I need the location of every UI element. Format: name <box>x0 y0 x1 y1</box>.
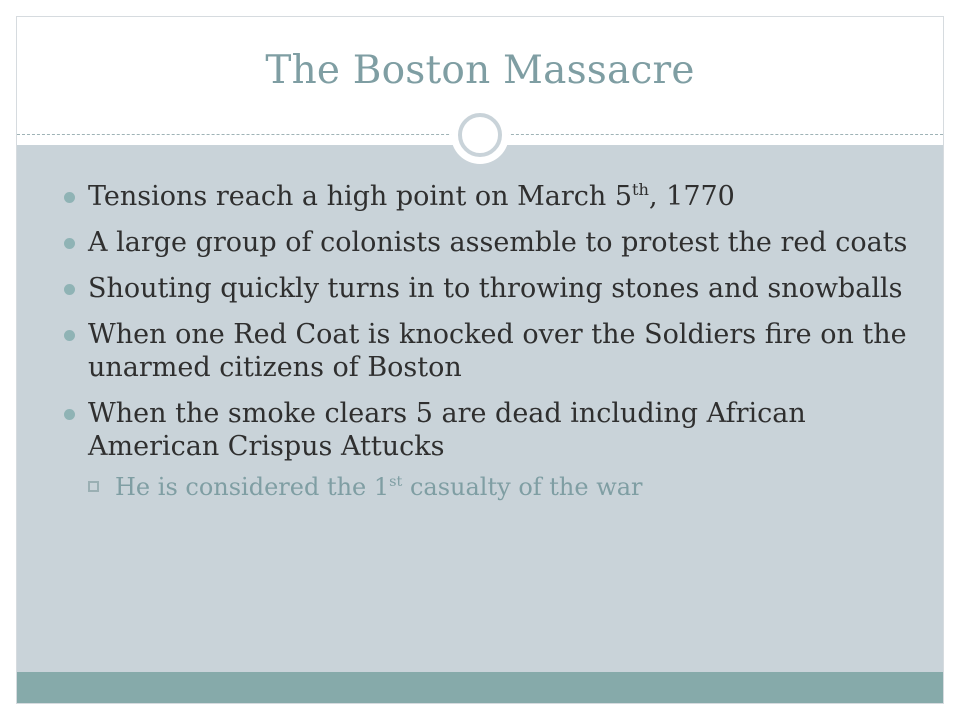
bullet-dot-icon <box>64 238 75 249</box>
bullet-text: Shouting quickly turns in to throwing stones and snowballs <box>88 273 903 304</box>
bullet-text: When the smoke clears 5 are dead including African American Crispus Attucks <box>88 398 806 462</box>
bullet-text: When one Red Coat is knocked over the Soldiers fire on the unarmed citizens of Boston <box>88 319 907 383</box>
bullet-text-suffix: , 1770 <box>648 181 735 212</box>
bullet-item <box>60 397 940 463</box>
bullet-list <box>60 180 940 502</box>
bullet-text: A large group of colonists assemble to protest the red coats <box>88 227 908 258</box>
slide-title: The Boston Massacre <box>265 48 695 93</box>
bullet-dot-icon <box>64 330 75 341</box>
sub-bullet-text: He is considered the 1 <box>115 473 390 501</box>
bullet-item <box>60 180 940 213</box>
bullet-item <box>60 272 940 305</box>
sub-bullet-item <box>60 472 940 502</box>
ring-ornament-icon <box>458 113 502 157</box>
bullet-dot-icon <box>64 409 75 420</box>
sub-bullet-text-suffix: casualty of the war <box>402 473 643 501</box>
footer-bar <box>17 672 943 703</box>
sub-bullet-superscript: st <box>389 474 403 490</box>
square-bullet-icon <box>88 481 99 492</box>
bullet-text: Tensions reach a high point on March 5 <box>88 181 633 212</box>
bullet-superscript: th <box>632 180 649 199</box>
bullet-dot-icon <box>64 284 75 295</box>
bullet-item <box>60 318 940 384</box>
bullet-dot-icon <box>64 192 75 203</box>
bullet-item <box>60 226 940 259</box>
